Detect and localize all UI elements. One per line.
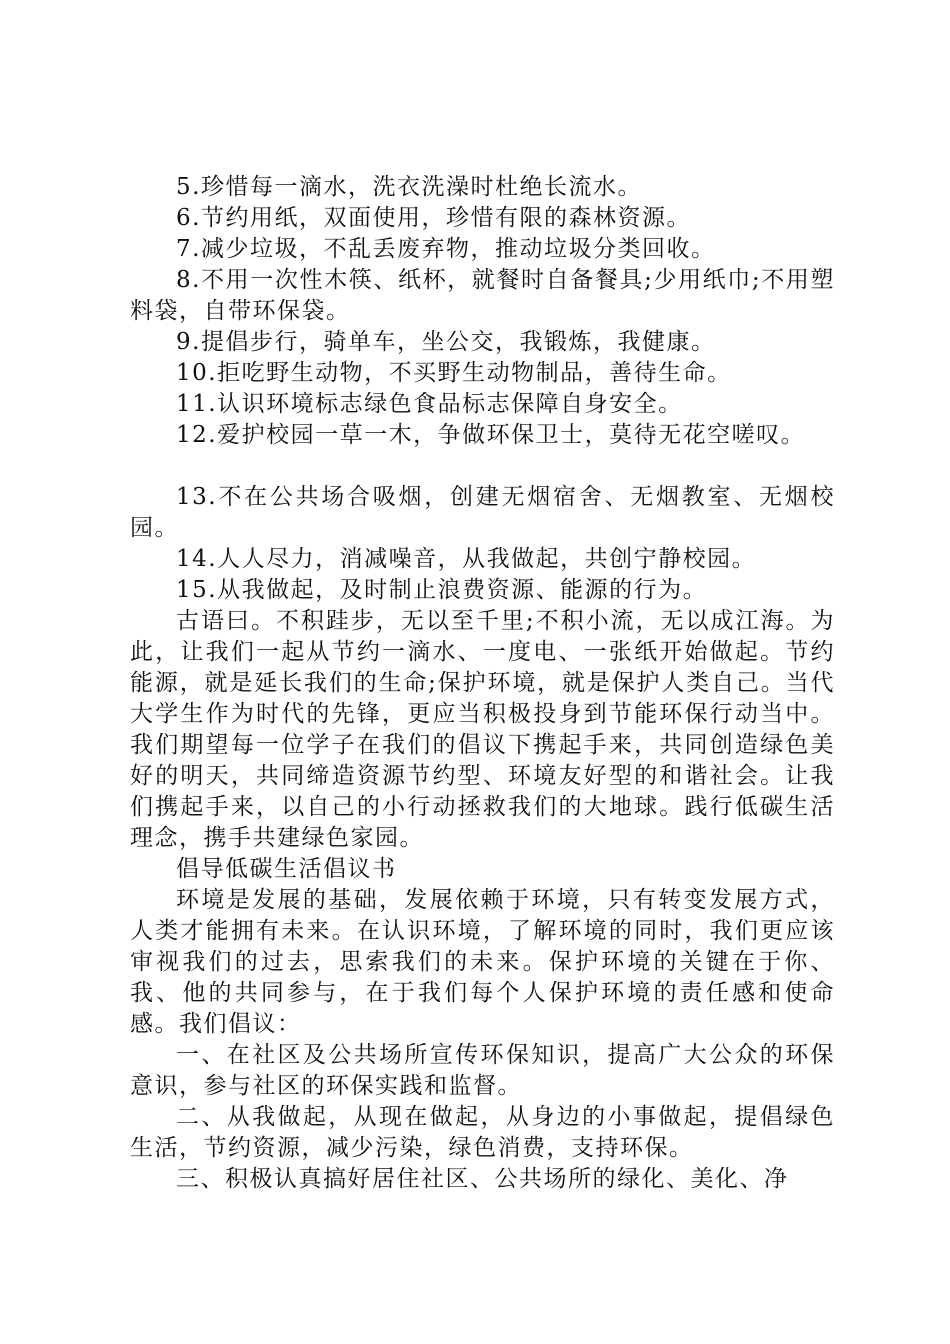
section-title: 倡导低碳生活倡议书	[176, 856, 397, 882]
list-item-15: 15.从我做起，及时制止浪费资源、能源的行为。	[176, 577, 708, 603]
list-item-8: 8.不用一次性木筷、纸杯，就餐时自备餐具;少用纸巾;不用塑料袋，自带环保袋。	[130, 267, 835, 324]
paragraph-gap	[130, 451, 835, 482]
list-item-6: 6.节约用纸，双面使用，珍惜有限的森林资源。	[176, 205, 691, 231]
proposal-item-3: 三、积极认真搞好居住社区、公共场所的绿化、美化、净	[176, 1166, 789, 1192]
proposal-item-2: 二、从我做起，从现在做起，从身边的小事做起，提倡绿色生活，节约资源，减少污染，绿色消费，支持环保。	[130, 1104, 835, 1161]
proposal-item-1: 一、在社区及公共场所宣传环保知识，提高广大公众的环保意识，参与社区的环保实践和监督。	[130, 1042, 835, 1099]
list-item-12: 12.爱护校园一草一木，争做环保卫士，莫待无花空嗟叹。	[176, 422, 806, 448]
list-item-5: 5.珍惜每一滴水，洗衣洗澡时杜绝长流水。	[176, 174, 642, 200]
list-item-9: 9.提倡步行，骑单车，坐公交，我锻炼，我健康。	[176, 329, 716, 355]
closing-paragraph: 古语曰。不积跬步，无以至千里;不积小流，无以成江海。为此，让我们一起从节约一滴水、一度电、一张纸开始做起。节约能源，就是延长我们的生命;保护环境，就是保护人类自己。当代大学生作为时代的先锋，更应当积极投身到节能环保行动当中。我们期望每一位学子在我们的倡议下携起手来，共同创造绿色美好的明天，共同缔造资源节约型、环境友好型的和谐社会。让我们携起手来，以自己的小行动拯救我们的大地球。践行低碳生活理念，携手共建绿色家园。	[130, 608, 835, 851]
list-item-13: 13.不在公共场合吸烟，创建无烟宿舍、无烟教室、无烟校园。	[130, 484, 835, 541]
list-item-11: 11.认识环境标志绿色食品标志保障自身安全。	[176, 391, 683, 417]
list-item-14: 14.人人尽力，消减噪音，从我做起，共创宁静校园。	[176, 546, 757, 572]
list-item-7: 7.减少垃圾，不乱丢废弃物，推动垃圾分类回收。	[176, 236, 716, 262]
list-item-10: 10.拒吃野生动物，不买野生动物制品，善待生命。	[176, 360, 732, 386]
intro-paragraph: 环境是发展的基础，发展依赖于环境，只有转变发展方式，人类才能拥有未来。在认识环境，了解环境的同时，我们更应该审视我们的过去，思索我们的未来。保护环境的关键在于你、我、他的共同参与，在于我们每个人保护环境的责任感和使命感。我们倡议：	[130, 887, 835, 1037]
document-body	[130, 172, 835, 1195]
